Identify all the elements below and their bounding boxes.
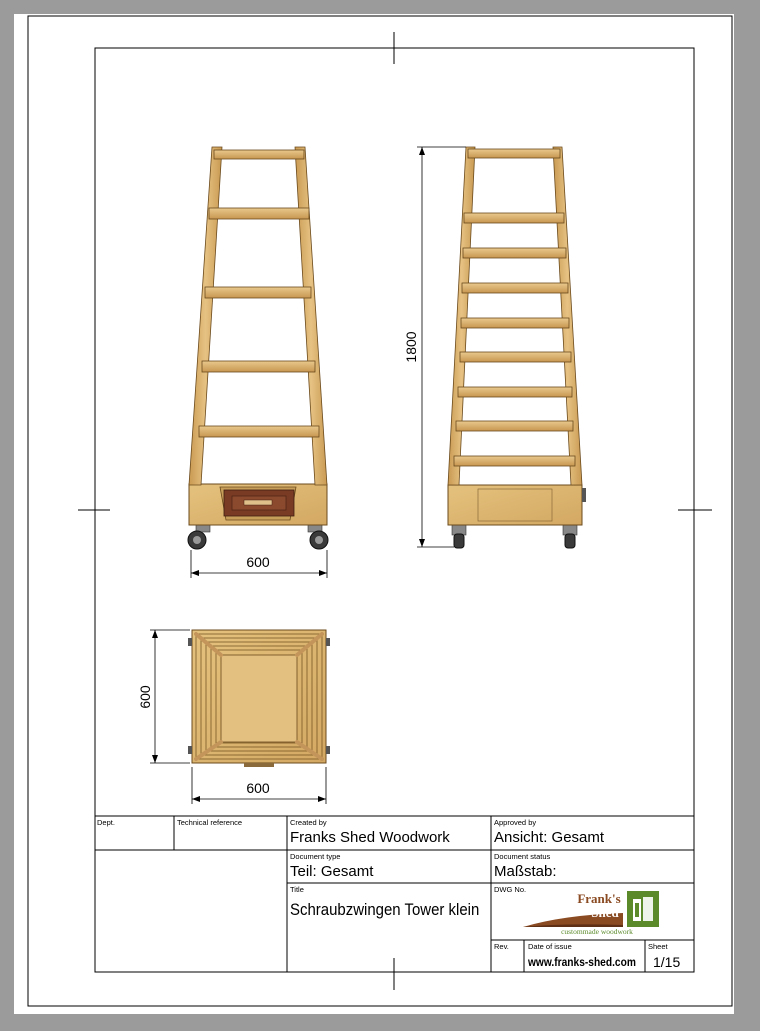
document-type-label: Document type bbox=[290, 852, 341, 861]
document-type-value: Teil: Gesamt bbox=[290, 863, 374, 880]
dept-label: Dept. bbox=[97, 818, 115, 827]
technical-reference-label: Technical reference bbox=[177, 818, 243, 827]
logo-graphic bbox=[523, 889, 663, 937]
created-by-label: Created by bbox=[290, 818, 327, 827]
dwg-number-label: DWG No. bbox=[494, 885, 527, 894]
logo-text-line1: Frank's bbox=[577, 891, 621, 906]
side-leg-left bbox=[448, 147, 475, 485]
logo-tagline: custommade woodwork bbox=[561, 927, 633, 936]
date-of-issue-value: www.franks-shed.com bbox=[528, 955, 636, 969]
franks-shed-logo bbox=[523, 889, 663, 937]
top-inner-panel bbox=[221, 655, 297, 742]
top-depth-dimension: 600 bbox=[137, 685, 153, 709]
approved-by-label: Approved by bbox=[494, 818, 537, 827]
logo-text-line2: Shed bbox=[591, 905, 619, 920]
sheet-label: Sheet bbox=[648, 942, 668, 951]
date-of-issue-label: Date of issue bbox=[528, 942, 572, 951]
approved-by-value: Ansicht: Gesamt bbox=[494, 829, 605, 846]
sheet-value: 1/15 bbox=[653, 954, 681, 970]
front-drawer bbox=[220, 487, 296, 520]
title-label: Title bbox=[290, 885, 304, 894]
side-base-box bbox=[448, 485, 582, 525]
side-leg-right bbox=[553, 147, 582, 485]
front-caster-left bbox=[188, 524, 210, 549]
document-title: Schraubzwingen Tower klein bbox=[290, 900, 480, 919]
front-caster-right bbox=[308, 524, 328, 549]
top-view bbox=[188, 630, 330, 767]
document-status-value: Maßstab: bbox=[494, 863, 557, 880]
side-caster-right bbox=[563, 525, 577, 548]
revision-label: Rev. bbox=[494, 942, 509, 951]
top-width-dimension: 600 bbox=[246, 780, 270, 796]
created-by-value: Franks Shed Woodwork bbox=[290, 829, 450, 846]
document-status-label: Document status bbox=[494, 852, 551, 861]
front-view bbox=[188, 147, 328, 549]
side-caster-left bbox=[452, 525, 466, 548]
side-view bbox=[448, 147, 586, 548]
front-width-dimension: 600 bbox=[246, 554, 270, 570]
frame-border bbox=[28, 16, 732, 1006]
side-height-dimension: 1800 bbox=[403, 331, 419, 363]
